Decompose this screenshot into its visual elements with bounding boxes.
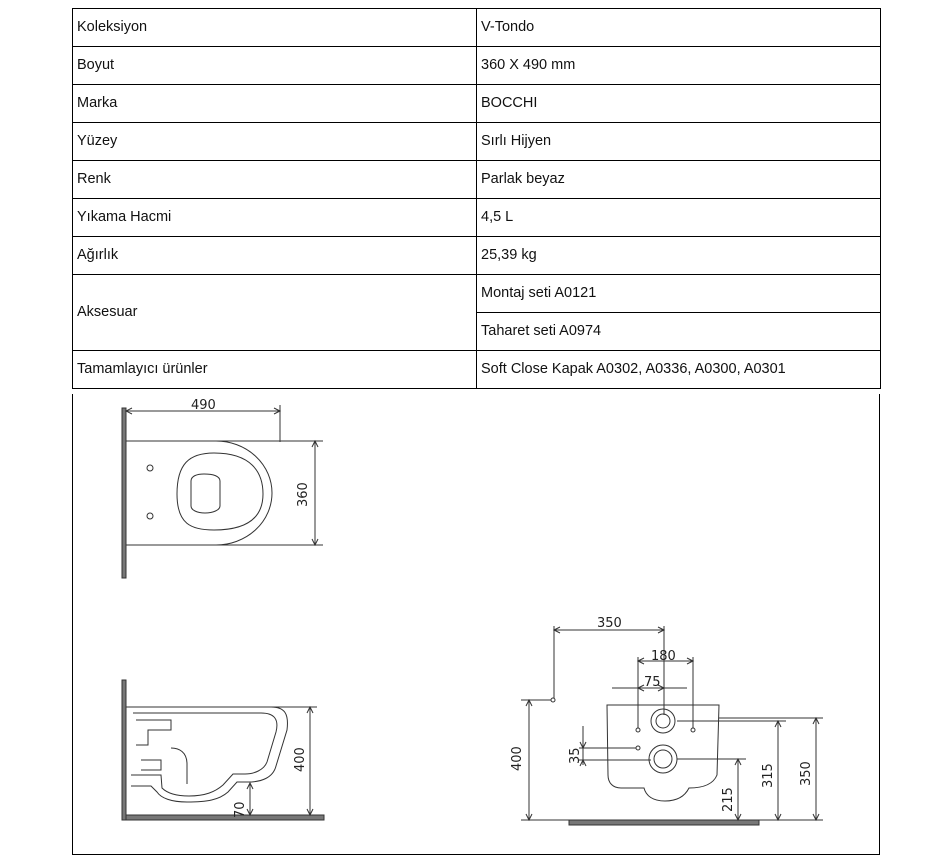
inner-span-label: 180 (651, 649, 676, 664)
spec-table (72, 8, 881, 389)
back-height-label: 400 (510, 746, 525, 771)
product-spec-sheet (72, 8, 880, 856)
back-view (510, 616, 823, 825)
top-width-label: 490 (191, 398, 216, 413)
bolt-span-label: 350 (597, 616, 622, 631)
table-row (73, 47, 881, 85)
outlet-height-label: 70 (233, 801, 248, 818)
spec-label: Yüzey (73, 123, 477, 161)
table-row (73, 161, 881, 199)
spec-label: Yıkama Hacmi (73, 199, 477, 237)
top-depth-label: 360 (296, 482, 311, 507)
table-row (73, 123, 881, 161)
accessory-item: Taharet seti A0974 (477, 313, 881, 351)
height-215-label: 215 (721, 787, 736, 812)
technical-drawing (72, 394, 880, 855)
spec-label: Ağırlık (73, 237, 477, 275)
complementary-value: Soft Close Kapak A0302, A0336, A0300, A0301 (477, 351, 881, 389)
spec-value: 25,39 kg (477, 237, 881, 275)
spec-label: Renk (73, 161, 477, 199)
technical-drawing-svg (73, 394, 879, 854)
spec-label: Boyut (73, 47, 477, 85)
table-row (73, 351, 881, 389)
height-315-label: 315 (761, 763, 776, 788)
complementary-label: Tamamlayıcı ürünler (73, 351, 477, 389)
table-row (73, 85, 881, 123)
height-350-label: 350 (799, 761, 814, 786)
small-gap-label: 35 (568, 747, 583, 764)
spec-value: V-Tondo (477, 9, 881, 47)
table-row (73, 275, 881, 313)
table-row (73, 9, 881, 47)
table-row (73, 237, 881, 275)
spec-value: 4,5 L (477, 199, 881, 237)
spec-value: Sırlı Hijyen (477, 123, 881, 161)
spec-label: Marka (73, 85, 477, 123)
spec-label: Koleksiyon (73, 9, 477, 47)
accessory-item: Montaj seti A0121 (477, 275, 881, 313)
side-height-label: 400 (293, 747, 308, 772)
top-view (122, 398, 323, 578)
spec-value: 360 X 490 mm (477, 47, 881, 85)
spec-value: BOCCHI (477, 85, 881, 123)
pipe-offset-label: 75 (644, 675, 661, 690)
table-row (73, 199, 881, 237)
spec-value: Parlak beyaz (477, 161, 881, 199)
accessory-label: Aksesuar (73, 275, 477, 351)
side-view (122, 680, 324, 820)
